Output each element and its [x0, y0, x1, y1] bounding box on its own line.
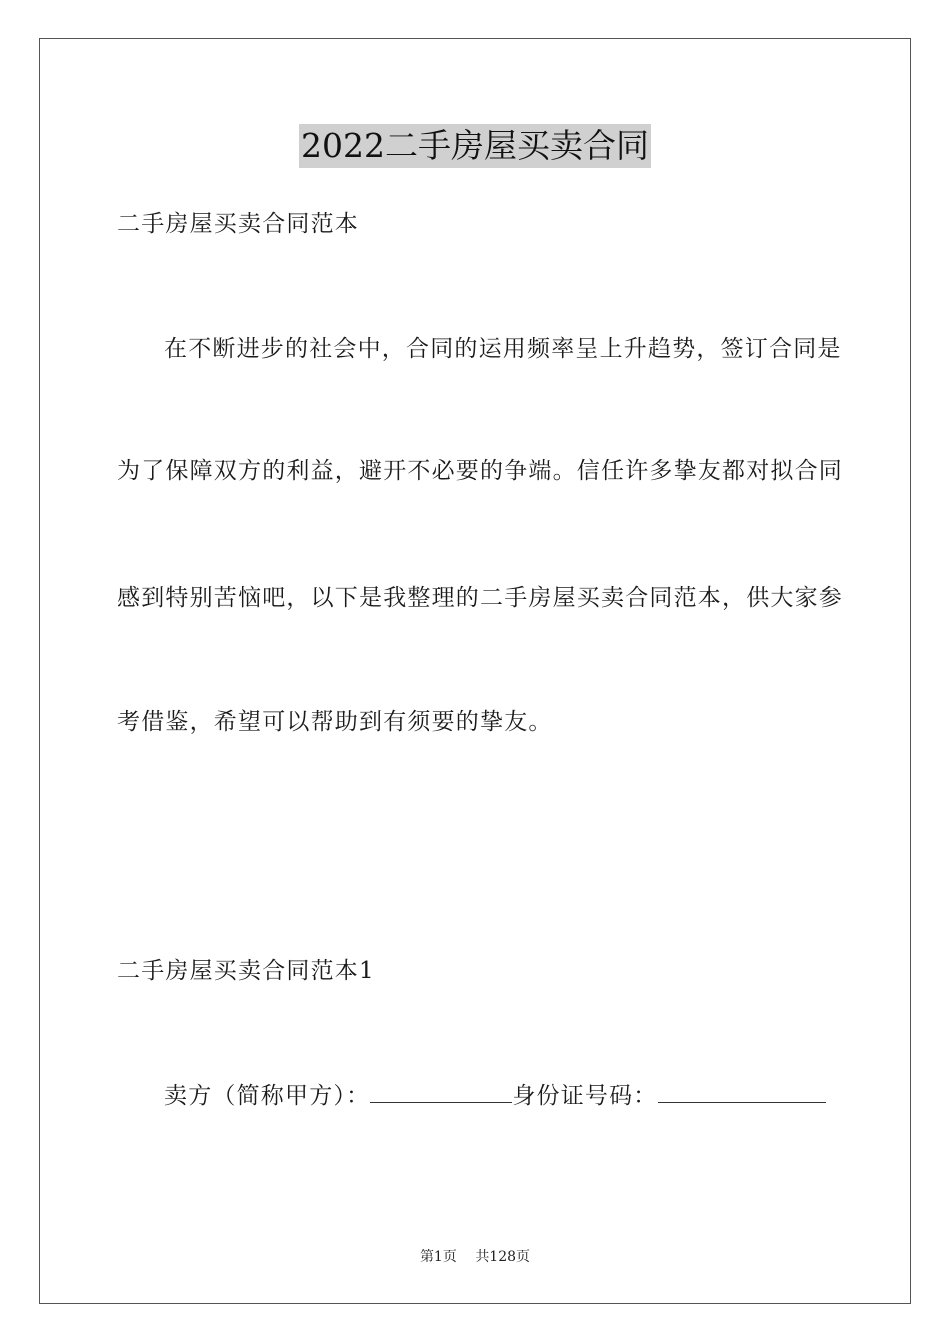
intro-line-4: 考借鉴，希望可以帮助到有须要的挚友。: [117, 709, 553, 735]
page-number-current: 第1页: [419, 1249, 457, 1265]
seller-name-blank: [370, 1080, 512, 1103]
seller-label: 卖方（简称甲方）：: [164, 1083, 371, 1109]
document-subtitle: 二手房屋买卖合同范本: [117, 211, 359, 237]
intro-line-2: 为了保障双方的利益，避开不必要的争端。信任许多挚友都对拟合同: [117, 458, 843, 484]
intro-line-3: 感到特别苦恼吧，以下是我整理的二手房屋买卖合同范本，供大家参: [117, 585, 843, 611]
seller-line: [164, 1080, 826, 1111]
title-container: [0, 124, 950, 168]
page-footer: [0, 1246, 950, 1266]
page-number-total: 共128页: [475, 1249, 531, 1265]
document-title: 2022二手房屋买卖合同: [299, 124, 651, 168]
intro-line-1: 在不断进步的社会中，合同的运用频率呈上升趋势，签订合同是: [164, 336, 842, 362]
id-number-blank: [658, 1080, 826, 1103]
section-heading: 二手房屋买卖合同范本1: [117, 958, 375, 984]
id-label: 身份证号码：: [512, 1083, 658, 1109]
